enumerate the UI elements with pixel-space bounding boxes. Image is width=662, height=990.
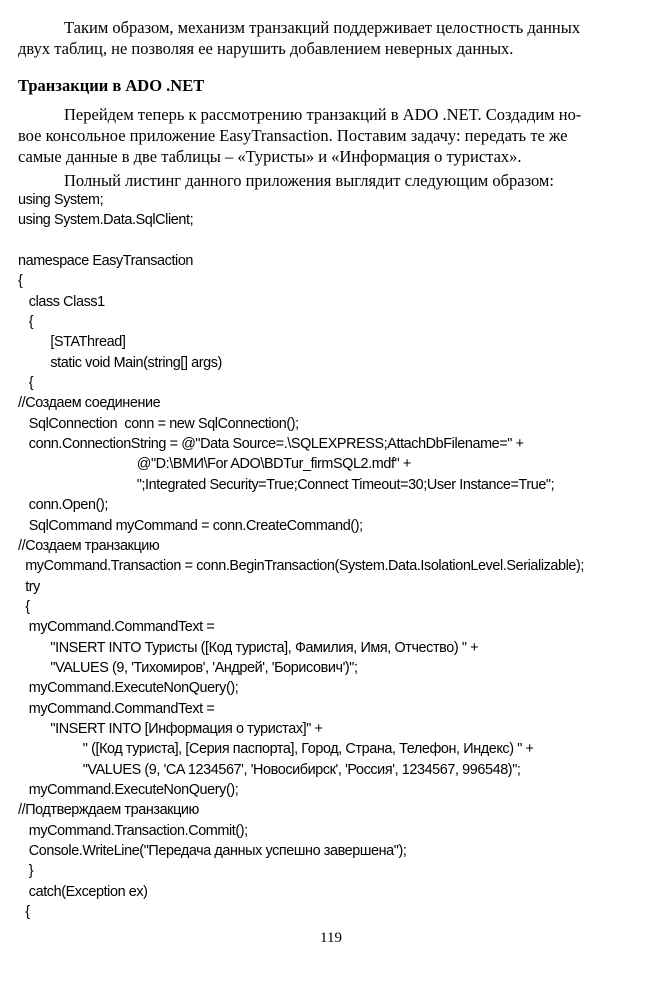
- section-paragraph: [18, 104, 628, 167]
- code-line: catch(Exception ex): [18, 883, 148, 900]
- code-line: conn.ConnectionString = @"Data Source=.\SQLEXPRESS;AttachDbFilename=" +: [18, 436, 524, 453]
- code-line: "VALUES (9, 'CA 1234567', 'Новосибирск', 'Россия', 1234567, 996548)";: [18, 761, 521, 778]
- intro-line: двух таблиц, не позволяя ее нарушить добавлением неверных данных.: [18, 39, 514, 58]
- listing-intro-line: Полный листинг данного приложения выглядит следующим образом:: [64, 171, 554, 190]
- page-number: 119: [320, 930, 342, 946]
- code-line: @"D:\ВМИ\For ADO\BDTur_firmSQL2.mdf" +: [18, 456, 411, 473]
- section-heading: Транзакции в ADO .NET: [18, 76, 205, 95]
- code-line: {: [18, 375, 34, 392]
- code-line: "INSERT INTO Туристы ([Код туриста], Фамилия, Имя, Отчество) " +: [18, 639, 479, 656]
- code-line: //Подтверждаем транзакцию: [18, 802, 199, 819]
- code-line: {: [18, 904, 30, 921]
- code-line: myCommand.Transaction = conn.BeginTransaction(System.Data.IsolationLevel.Serializable);: [18, 558, 585, 575]
- code-line: "INSERT INTO [Информация о туристах]" +: [18, 720, 323, 737]
- code-line: myCommand.CommandText =: [18, 700, 215, 717]
- code-line: {: [18, 314, 34, 331]
- code-line: //Создаем транзакцию: [18, 537, 160, 554]
- code-line: conn.Open();: [18, 497, 108, 514]
- intro-paragraph: [18, 17, 628, 59]
- section-line: самые данные в две таблицы – «Туристы» и «Информация о туристах».: [18, 147, 522, 166]
- code-line: " ([Код туриста], [Серия паспорта], Город, Страна, Телефон, Индекс) " +: [18, 741, 534, 758]
- code-line: SqlConnection conn = new SqlConnection();: [18, 415, 299, 432]
- code-line: [18, 231, 648, 251]
- intro-line: Таким образом, механизм транзакций поддерживает целостность данных: [64, 18, 581, 37]
- code-listing: [18, 190, 648, 922]
- code-line: static void Main(string[] args): [18, 354, 222, 371]
- code-line: try: [18, 578, 40, 595]
- code-line: [STAThread]: [18, 334, 126, 351]
- code-line: class Class1: [18, 293, 105, 310]
- section-line: вое консольное приложение EasyTransaction. Поставим задачу: передать те же: [18, 126, 568, 145]
- code-line: myCommand.Transaction.Commit();: [18, 822, 248, 839]
- code-line: using System;: [18, 192, 104, 208]
- code-line: }: [18, 863, 34, 880]
- code-line: myCommand.ExecuteNonQuery();: [18, 680, 239, 697]
- code-line: myCommand.CommandText =: [18, 619, 215, 636]
- code-line: {: [18, 598, 30, 615]
- code-line: using System.Data.SqlClient;: [18, 212, 194, 229]
- code-line: {: [18, 273, 23, 290]
- code-line: SqlCommand myCommand = conn.CreateCommand();: [18, 517, 363, 534]
- code-line: "VALUES (9, 'Тихомиров', 'Андрей', 'Борисович')";: [18, 659, 358, 676]
- code-line: namespace EasyTransaction: [18, 253, 194, 270]
- code-line: ";Integrated Security=True;Connect Timeout=30;User Instance=True";: [18, 476, 555, 493]
- section-line: Перейдем теперь к рассмотрению транзакций в ADO .NET. Создадим но-: [64, 105, 582, 124]
- code-line: Console.WriteLine("Передача данных успешно завершена");: [18, 843, 407, 859]
- listing-intro: [18, 170, 628, 191]
- code-line: myCommand.ExecuteNonQuery();: [18, 781, 239, 798]
- code-line: //Создаем соединение: [18, 395, 161, 412]
